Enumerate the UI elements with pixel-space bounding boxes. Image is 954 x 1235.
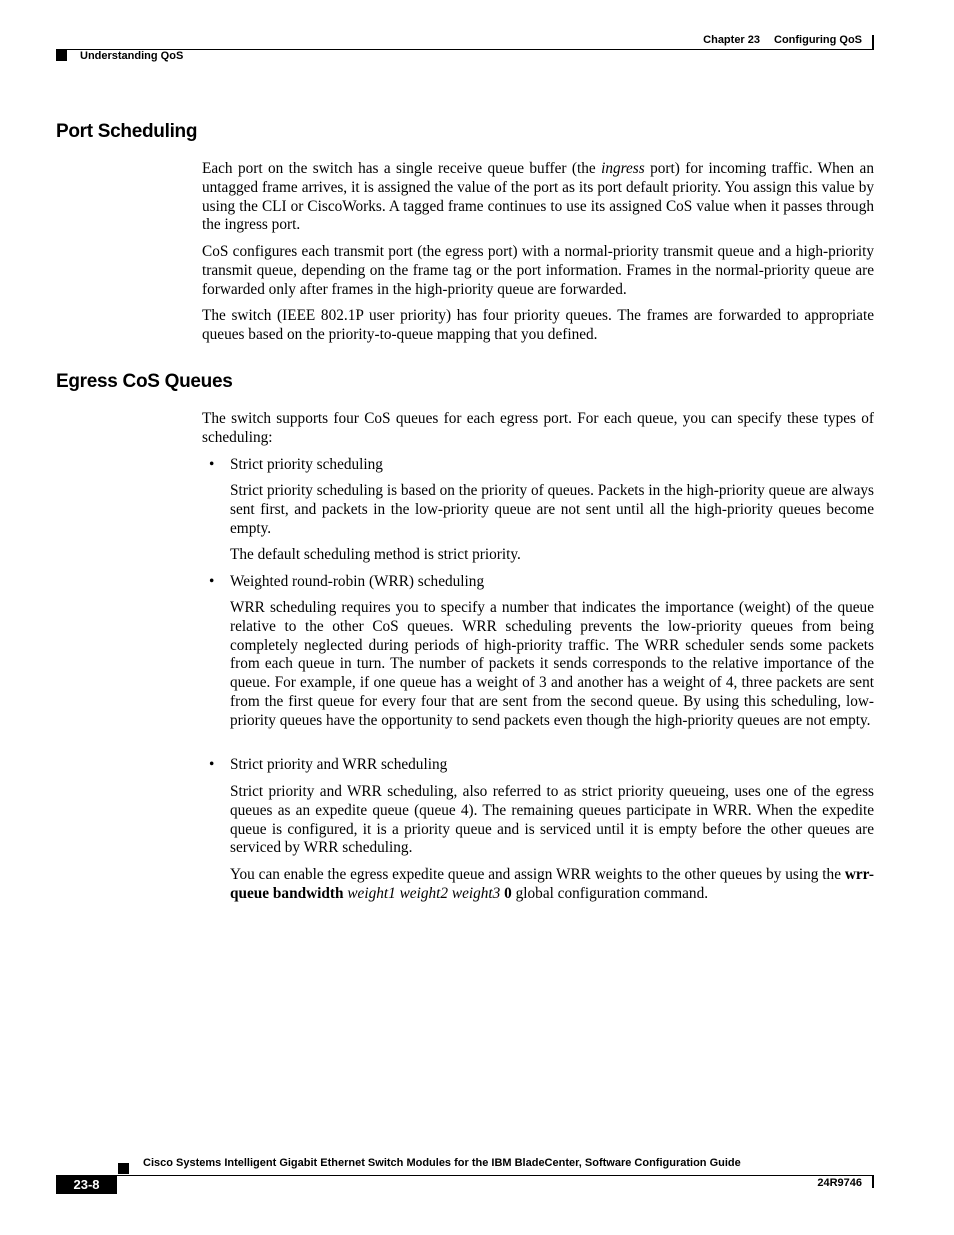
heading-port-scheduling: Port Scheduling xyxy=(56,121,198,142)
bullet-wrr: • Weighted round-robin (WRR) scheduling xyxy=(209,573,485,590)
page-number: 23-8 xyxy=(56,1175,117,1194)
port-scheduling-paragraph-3: The switch (IEEE 802.1P user priority) has four priority queues. The frames are forwarded to appropriate queues based on the priority-to-queue mapping that you defined. xyxy=(202,307,874,343)
footer-rule xyxy=(56,1175,874,1176)
footer-block-marker xyxy=(118,1163,129,1174)
chapter-number: Chapter 23 xyxy=(703,34,761,46)
port-scheduling-paragraph-2: CoS configures each transmit port (the egress port) with a normal-priority transmit queue and a high-priority transmit queue, depending on the frame tag or the port information. Frames in the normal-priority queue are forwarded only after frames in the high-priority queue are forwarded. xyxy=(202,243,874,298)
running-header-chapter xyxy=(703,34,862,46)
footer-guide-title: Cisco Systems Intelligent Gigabit Ethernet Switch Modules for the IBM BladeCenter, Software Configuration Guide xyxy=(143,1157,741,1169)
command-arguments: weight1 weight2 weight3 xyxy=(347,884,501,902)
strict-and-wrr-description: Strict priority and WRR scheduling, also referred to as strict priority queueing, uses one of the egress queues as an expedite queue (queue 4). The remaining queues participate in WRR. When the expedite queue is configured, it is a priority queue and is serviced until it is empty before the other queues are serviced by WRR scheduling. xyxy=(230,783,874,857)
egress-intro-paragraph: The switch supports four CoS queues for each egress port. For each queue, you can specify these types of scheduling: xyxy=(202,410,874,446)
footer-tick-mark xyxy=(872,1175,874,1188)
bullet-glyph: • xyxy=(209,573,215,590)
strict-priority-default-note: The default scheduling method is strict priority. xyxy=(230,546,521,563)
chapter-title: Configuring QoS xyxy=(774,34,862,46)
ingress-term: ingress xyxy=(601,160,645,177)
header-tick-mark xyxy=(872,35,874,49)
header-block-marker xyxy=(56,50,67,61)
strict-priority-description: Strict priority scheduling is based on the priority of queues. Packets in the high-priority queue are always sent first, and packets in the low-priority queue are not sent until all the high-priority queues become empty. xyxy=(230,482,874,537)
bullet-glyph: • xyxy=(209,756,215,773)
heading-egress-cos-queues: Egress CoS Queues xyxy=(56,371,233,392)
running-header-section: Understanding QoS xyxy=(80,50,184,62)
port-scheduling-paragraph-1: Each port on the switch has a single receive queue buffer (the ingress port) for incoming traffic. When an untagged frame arrives, it is assigned the value of the port as its port default priority. You assign this value by using the CLI or CiscoWorks. A tagged frame continues to use its assigned CoS value when it passes through the ingress port. xyxy=(202,160,874,234)
bullet-strict-and-wrr: • Strict priority and WRR scheduling xyxy=(209,756,448,773)
bullet-glyph: • xyxy=(209,456,215,473)
wrr-description: WRR scheduling requires you to specify a number that indicates the importance (weight) of the queue relative to the other CoS queues. WRR scheduling prevents the low-priority queues from being completely neglected during periods of high-priority traffic. The WRR scheduler sends some packets from each queue in turn. The number of packets it sends corresponds to the relative importance of the queue. For example, if one queue has a weight of 3 and another has a weight of 4, three packets are sent from the first queue for every four that are sent from the second queue. By using this scheduling, low-priority queues have the opportunity to send packets even though the high-priority queues are not empty. xyxy=(230,599,874,729)
document-number: 24R9746 xyxy=(817,1177,862,1189)
command-keyword: wrr-queue bandwidth xyxy=(230,866,874,902)
wrr-command-paragraph: You can enable the egress expedite queue and assign WRR weights to the other queues by using the wrr-queue bandwidth weight1 weight2 weight3 0 global configuration command. xyxy=(230,866,874,902)
bullet-strict-priority: • Strict priority scheduling xyxy=(209,456,383,473)
command-zero: 0 xyxy=(504,884,512,902)
